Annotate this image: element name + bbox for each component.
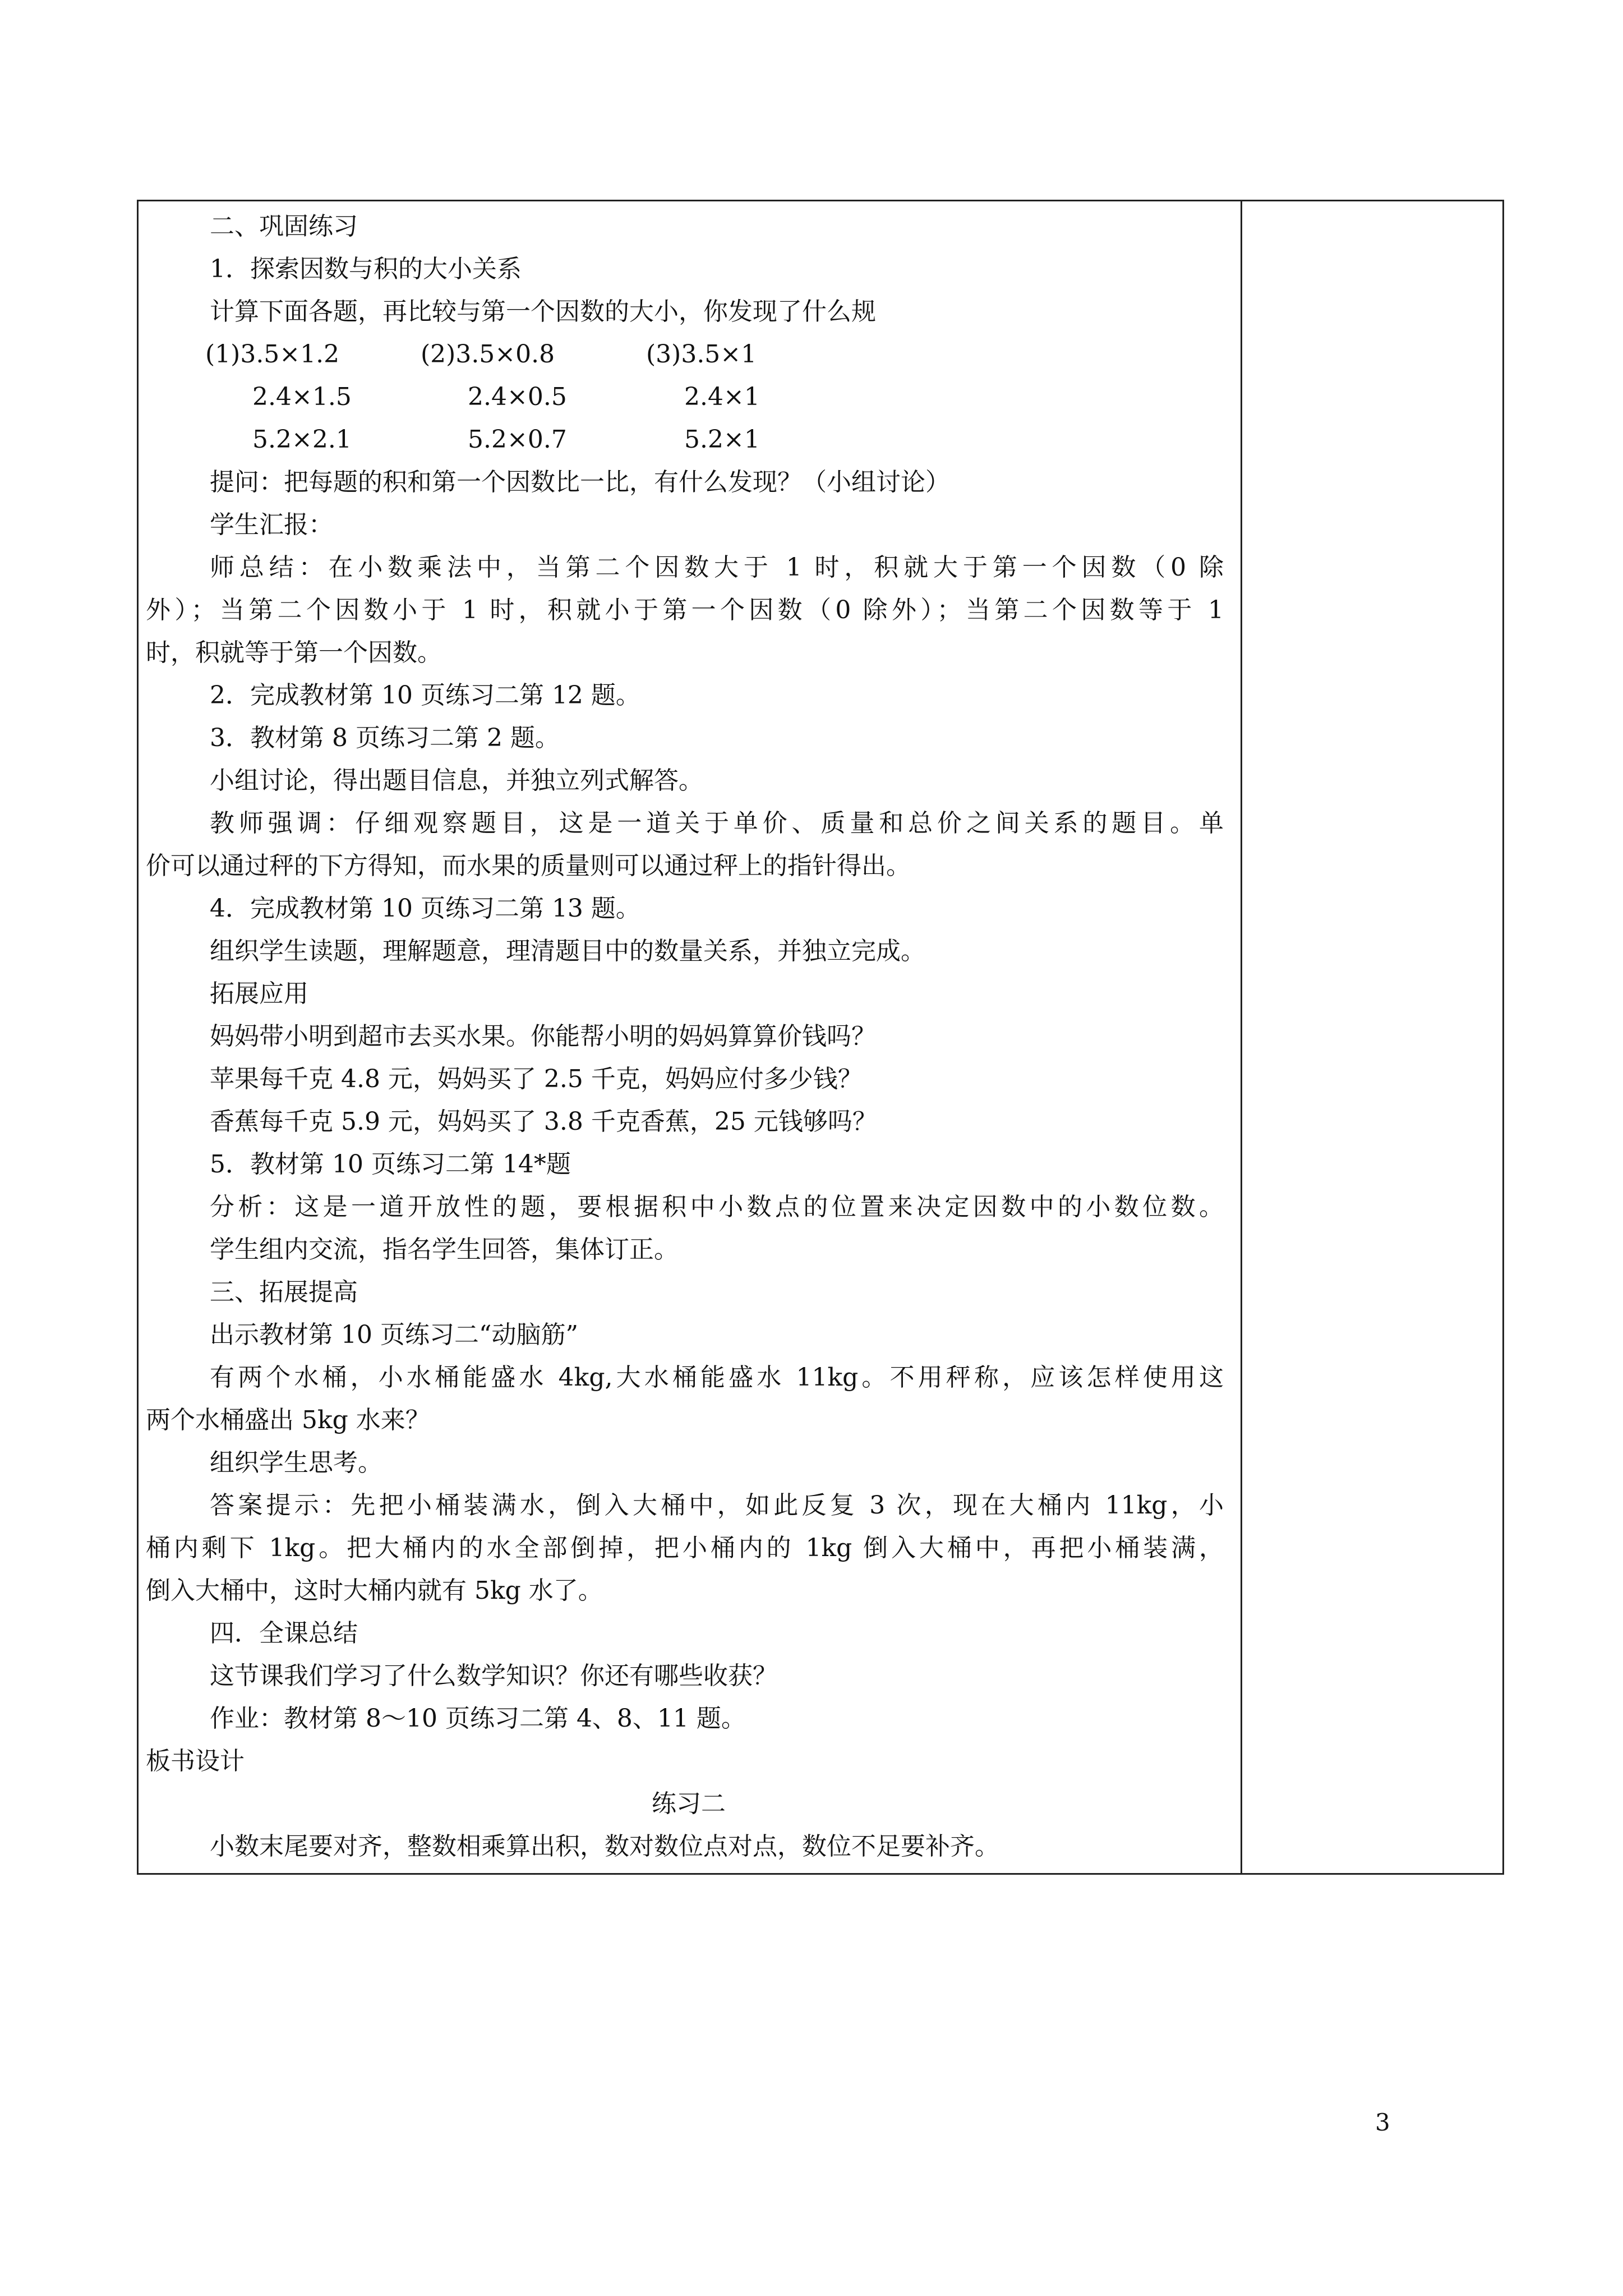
paragraph: 出示教材第 10 页练习二“动脑筋” <box>210 1320 578 1349</box>
exercise-item: (3)3.5×1 <box>646 340 757 369</box>
paragraph: 有两个水桶，小水桶能盛水 4kg,大水桶能盛水 11kg。不用秤称，应该怎样使用这 <box>210 1363 1224 1392</box>
exercise-item: 5.2×2.1 <box>252 425 352 454</box>
paragraph: 小组讨论，得出题目信息，并独立列式解答。 <box>210 766 703 795</box>
paragraph: 1．探索因数与积的大小关系 <box>210 255 522 283</box>
section-heading: 三、拓展提高 <box>210 1278 358 1306</box>
paragraph: 分析：这是一道开放性的题，要根据积中小数点的位置来决定因数中的小数位数。 <box>210 1193 1224 1221</box>
board-content: 小数末尾要对齐，整数相乘算出积，数对数位点对点，数位不足要补齐。 <box>210 1832 999 1861</box>
paragraph: 妈妈带小明到超市去买水果。你能帮小明的妈妈算算价钱吗？ <box>210 1022 876 1051</box>
section-heading: 板书设计 <box>146 1747 245 1775</box>
exercise-item: (1)3.5×1.2 <box>205 340 340 369</box>
paragraph: 提问：把每题的积和第一个因数比一比，有什么发现？（小组讨论） <box>210 468 950 496</box>
paragraph: 组织学生思考。 <box>210 1448 382 1477</box>
paragraph: 桶内剩下 1kg。把大桶内的水全部倒掉，把小桶内的 1kg 倒入大桶中，再把小桶装满， <box>146 1534 1224 1562</box>
paragraph: 组织学生读题，理解题意，理清题目中的数量关系，并独立完成。 <box>210 937 925 965</box>
board-title: 练习二 <box>652 1789 726 1818</box>
paragraph: 答案提示：先把小桶装满水，倒入大桶中，如此反复 3 次，现在大桶内 11kg，小 <box>210 1491 1224 1520</box>
table-column-divider <box>1241 200 1242 1875</box>
paragraph: 师总结：在小数乘法中，当第二个因数大于 1 时，积就大于第一个因数（0 除 <box>210 553 1224 582</box>
paragraph: 2．完成教材第 10 页练习二第 12 题。 <box>210 681 640 710</box>
paragraph: 教师强调：仔细观察题目，这是一道关于单价、质量和总价之间关系的题目。单 <box>210 809 1224 838</box>
section-heading: 四．全课总结 <box>210 1619 358 1648</box>
paragraph: 倒入大桶中，这时大桶内就有 5kg 水了。 <box>146 1576 603 1605</box>
paragraph: 5．教材第 10 页练习二第 14*题 <box>210 1150 571 1179</box>
paragraph: 学生组内交流，指名学生回答，集体订正。 <box>210 1235 679 1264</box>
paragraph: 作业：教材第 8～10 页练习二第 4、8、11 题。 <box>210 1704 746 1733</box>
section-heading: 拓展应用 <box>210 979 308 1008</box>
exercise-item: 2.4×1.5 <box>252 383 352 411</box>
paragraph: 3．教材第 8 页练习二第 2 题。 <box>210 724 560 752</box>
paragraph: 价可以通过秤的下方得知，而水果的质量则可以通过秤上的指针得出。 <box>146 852 911 880</box>
paragraph: 学生汇报： <box>210 510 333 539</box>
paragraph: 两个水桶盛出 5kg 水来？ <box>146 1406 430 1434</box>
paragraph: 4．完成教材第 10 页练习二第 13 题。 <box>210 894 640 923</box>
section-heading: 二、巩固练习 <box>210 212 358 241</box>
paragraph: 苹果每千克 4.8 元，妈妈买了 2.5 千克，妈妈应付多少钱？ <box>210 1065 863 1093</box>
page-number: 3 <box>1375 2109 1390 2136</box>
exercise-item: (2)3.5×0.8 <box>421 340 555 369</box>
paragraph: 这节课我们学习了什么数学知识？你还有哪些收获？ <box>210 1662 777 1690</box>
exercise-item: 2.4×0.5 <box>468 383 567 411</box>
paragraph: 时，积就等于第一个因数。 <box>146 638 442 667</box>
paragraph: 外）；当第二个因数小于 1 时，积就小于第一个因数（0 除外）；当第二个因数等于 1 <box>146 596 1224 624</box>
exercise-item: 2.4×1 <box>684 383 760 411</box>
paragraph: 香蕉每千克 5.9 元，妈妈买了 3.8 千克香蕉，25 元钱够吗？ <box>210 1107 877 1136</box>
paragraph: 计算下面各题，再比较与第一个因数的大小，你发现了什么规 <box>210 297 876 326</box>
exercise-item: 5.2×0.7 <box>468 425 567 454</box>
exercise-item: 5.2×1 <box>684 425 760 454</box>
